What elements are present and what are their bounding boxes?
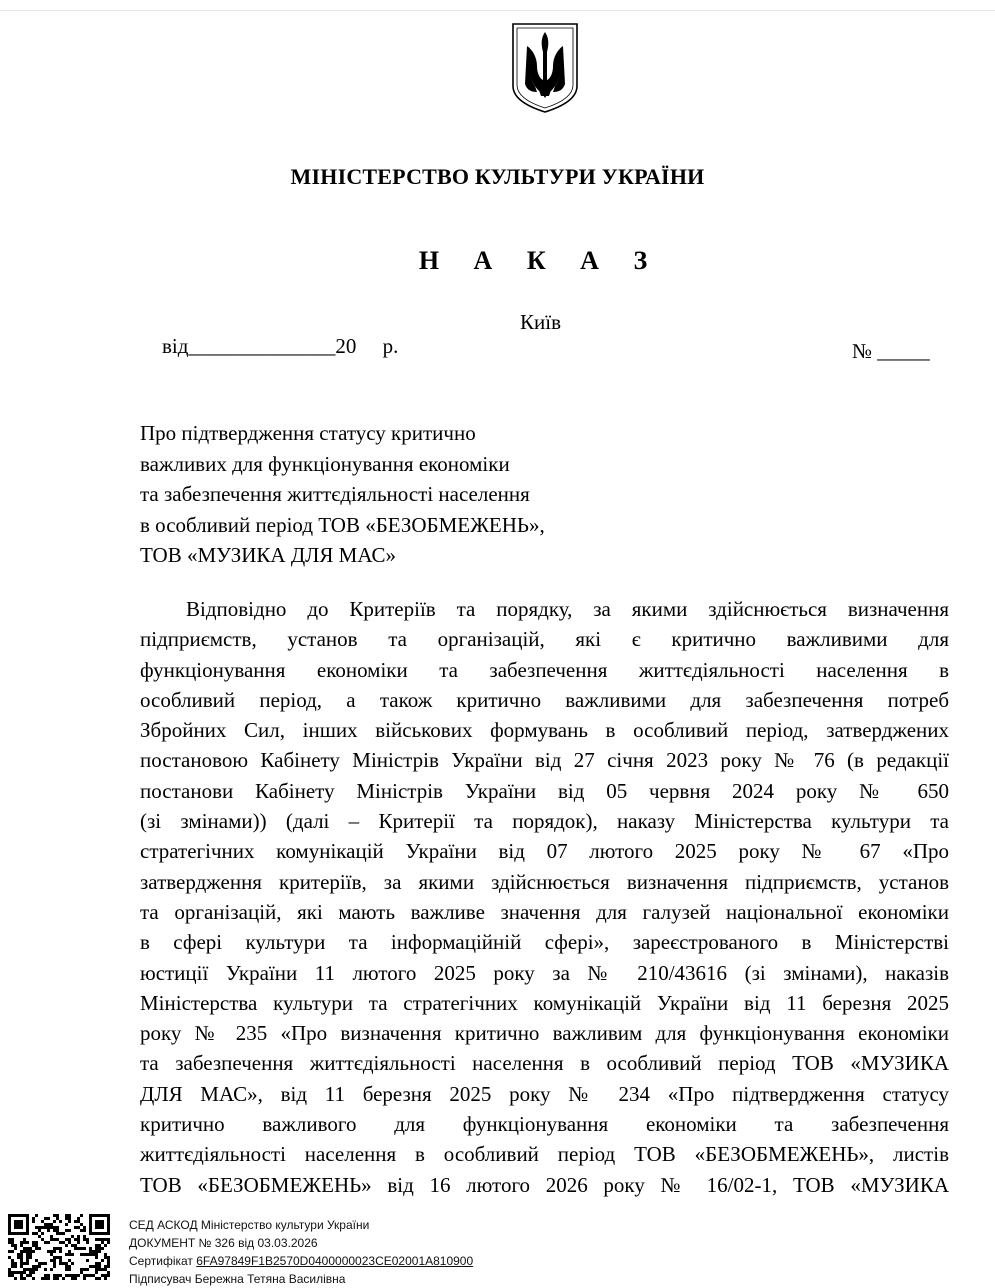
body-line: (зі змінами)) (далі – Критерії та порядок), наказу Міністерства культури та bbox=[140, 809, 949, 834]
order-body bbox=[140, 594, 949, 1200]
qr-code-icon bbox=[8, 1214, 110, 1280]
e-signature-stamp bbox=[129, 1216, 473, 1288]
body-line: стратегічних комунікацій України від 07 лютого 2025 року № 67 «Про bbox=[140, 839, 949, 864]
body-line: функціонування економіки та забезпечення життєдіяльності населення в bbox=[140, 657, 949, 682]
order-subject bbox=[140, 418, 640, 571]
document-type-title: Н А К А З bbox=[418, 246, 662, 275]
body-line: постановою Кабінету Міністрів України від 27 січня 2023 року № 76 (в редакції bbox=[140, 748, 949, 773]
body-line: критично важливого для функціонування економіки та забезпечення bbox=[140, 1112, 949, 1137]
page-top-border bbox=[0, 10, 995, 11]
body-line: Збройних Сил, інших військових формувань в особливий період, затверджених bbox=[140, 718, 949, 743]
body-line: року № 235 «Про визначення критично важливим для функціонування економіки bbox=[140, 1021, 949, 1046]
subject-line: ТОВ «МУЗИКА ДЛЯ МАС» bbox=[140, 543, 396, 567]
body-line: та забезпечення життєдіяльності населення в особливий період ТОВ «МУЗИКА bbox=[140, 1051, 949, 1076]
body-line: ДЛЯ МАС», від 11 березня 2025 року № 234 «Про підтвердження статусу bbox=[140, 1081, 949, 1106]
stamp-certificate-row bbox=[129, 1252, 473, 1270]
body-line: Відповідно до Критеріїв та порядку, за якими здійснюється визначення bbox=[186, 597, 949, 621]
subject-line: в особливий період ТОВ «БЕЗОБМЕЖЕНЬ», bbox=[140, 512, 545, 537]
body-line: Міністерства культури та стратегічних комунікацій України від 11 березня 2025 bbox=[140, 990, 949, 1015]
stamp-certificate: 6FA97849F1B2570D0400000023CE02001A810900 bbox=[196, 1254, 474, 1268]
body-line: затвердження критеріїв, за якими здійснюється визначення підприємств, установ bbox=[140, 869, 949, 894]
subject-line: та забезпечення життєдіяльності населення bbox=[140, 482, 530, 506]
date-line: від______________20 р. bbox=[162, 334, 399, 358]
body-line: ТОВ «БЕЗОБМЕЖЕНЬ» від 16 лютого 2026 року № 16/02-1, ТОВ «МУЗИКА bbox=[140, 1172, 949, 1197]
tryzub-emblem-icon bbox=[511, 22, 579, 114]
body-line: постанови Кабінету Міністрів України від 05 червня 2024 року № 650 bbox=[140, 778, 949, 803]
body-line: в сфері культури та інформаційній сфері», зареєстрованого в Міністерстві bbox=[140, 930, 949, 955]
stamp-document: ДОКУМЕНТ № 326 від 03.03.2026 bbox=[129, 1236, 318, 1250]
body-line: підприємств, установ та організацій, які є критично важливими для bbox=[140, 627, 949, 652]
subject-line: важливих для функціонування економіки bbox=[140, 451, 510, 476]
stamp-signer: Підписувач Бережна Тетяна Василівна bbox=[129, 1272, 346, 1286]
ministry-title: МІНІСТЕРСТВО КУЛЬТУРИ УКРАЇНИ bbox=[290, 164, 705, 189]
body-line: юстиції України 11 лютого 2025 року за № 210/43616 (зі змінами), наказів bbox=[140, 960, 949, 985]
stamp-certificate-label: Сертифікат bbox=[129, 1254, 197, 1268]
number-line: № _____ bbox=[852, 339, 930, 363]
body-line: та організацій, які мають важливе значення для галузей національної економіки bbox=[140, 899, 949, 924]
subject-line: Про підтвердження статусу критично bbox=[140, 421, 476, 445]
body-line: особливий період, а також критично важливими для забезпечення потреб bbox=[140, 687, 949, 712]
body-line: життєдіяльності населення в особливий період ТОВ «БЕЗОБМЕЖЕНЬ», листів bbox=[140, 1142, 949, 1167]
stamp-system: СЕД АСКОД Міністерство культури України bbox=[129, 1218, 370, 1232]
city-label: Київ bbox=[520, 310, 561, 334]
